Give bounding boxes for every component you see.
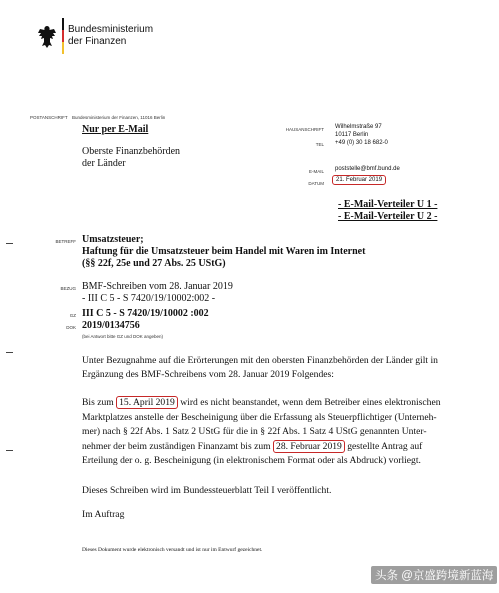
ministry-name-line2: der Finanzen: [68, 36, 127, 47]
gz-label: GZ: [69, 313, 76, 318]
para-text: gestellte Antrag auf: [347, 440, 423, 452]
paragraph-main-line2: Marktplatzes anstelle der Bescheinigung über die Erfassung als Steuerpflichtiger (Unterneh-: [82, 411, 437, 423]
betreff-line1: Umsatzsteuer;: [82, 234, 144, 245]
fold-mark-3: [6, 450, 13, 451]
distribution-line1: - E-Mail-Verteiler U 1 -: [338, 199, 438, 210]
distribution-list: [338, 199, 437, 223]
para-text: nehmer der beim zuständigen Finanzamt bis zum: [82, 440, 271, 452]
highlight-date-february: 28. Februar 2019: [273, 440, 345, 453]
postanschrift-label: POSTANSCHRIFT: [30, 115, 68, 120]
distribution-line2: - E-Mail-Verteiler U 2 -: [338, 211, 438, 222]
para-text: wird es nicht beanstandet, wenn dem Betreiber eines elektronischen: [180, 397, 441, 408]
datum-value: 21. Februar 2019: [332, 175, 386, 185]
fold-mark-1: [6, 243, 13, 244]
fold-mark-2: [6, 352, 13, 353]
flag-bar-red: [62, 30, 64, 42]
bezug-label: BEZUG: [60, 286, 76, 291]
recipient-line2: der Länder: [82, 158, 126, 169]
watermark: 头条 @京盛跨境新蓝海: [371, 566, 497, 584]
email: poststelle@bmf.bund.de: [335, 166, 400, 172]
paragraph-main-line4: [82, 440, 492, 455]
recipient-line1: Oberste Finanzbehörden: [82, 146, 181, 157]
paragraph-intro: [82, 354, 492, 381]
paragraph-intro-line2: Ergänzung des BMF-Schreibens vom 28. Januar 2019 Folgendes:: [82, 368, 334, 380]
bezug-line2: - III C 5 - S 7420/19/10002:002 -: [82, 293, 216, 304]
tel-label: TEL: [315, 142, 324, 147]
betreff-line3: (§§ 22f, 25e und 27 Abs. 25 UStG): [82, 258, 226, 269]
flag-bar-black: [62, 18, 64, 30]
paragraph-main-line1: [82, 396, 492, 411]
footer-note: Dieses Dokument wurde elektronisch versandt und ist nur im Entwurf gezeichnet.: [82, 547, 263, 553]
paragraph-intro-line1: Unter Bezugnahme auf die Erörterungen mit den obersten Finanzbehörden der Länder gilt in: [82, 355, 438, 366]
bezug-line1: BMF-Schreiben vom 28. Januar 2019: [82, 281, 233, 292]
datum-label: DATUM: [308, 181, 324, 186]
recipient: [82, 146, 180, 170]
betreff-line2: Haftung für die Umsatzsteuer beim Handel mit Waren im Internet: [82, 246, 366, 257]
closing: Im Auftrag: [82, 509, 125, 520]
paragraph-main-line5: Erteilung der o. g. Bescheinigung (in elektronischem Format oder als Abdruck) vorliegt.: [82, 455, 421, 466]
postanschrift-text: Bundesministerium der Finanzen, 11016 Berlin: [72, 115, 166, 120]
highlight-date-april: 15. April 2019: [116, 396, 178, 409]
betreff-label: BETREFF: [55, 239, 76, 244]
gz-value: III C 5 - S 7420/19/10002 :002: [82, 308, 209, 319]
paragraph-main-line3: mer) nach § 22f Abs. 1 Satz 2 UStG für die in § 22f Abs. 1 Satz 4 UStG genannten Unter-: [82, 426, 427, 437]
dok-label: DOK: [66, 325, 76, 330]
ministry-name-line1: Bundesministerium: [68, 24, 154, 35]
dok-note: (bei Antwort bitte GZ und DOK angeben): [82, 334, 164, 339]
ministry-name: [68, 24, 153, 48]
bezug: [82, 281, 233, 305]
delivery-note: Nur per E-Mail: [82, 124, 149, 135]
email-label: E-MAIL: [308, 169, 324, 174]
paragraph-publication: Dieses Schreiben wird im Bundessteuerblatt Teil I veröffentlicht.: [82, 485, 332, 496]
hausanschrift-label: HAUSANSCHRIFT: [285, 127, 324, 132]
tel: +49 (0) 30 18 682-0: [335, 140, 388, 146]
betreff: [82, 234, 365, 270]
para-text: Bis zum: [82, 397, 114, 408]
city: 10117 Berlin: [335, 132, 369, 138]
federal-eagle-icon: [36, 24, 58, 50]
street: Wilhelmstraße 97: [335, 124, 382, 130]
flag-bar-gold: [62, 42, 64, 54]
paragraph-main: [82, 396, 492, 469]
dok-value: 2019/0134756: [82, 320, 140, 331]
